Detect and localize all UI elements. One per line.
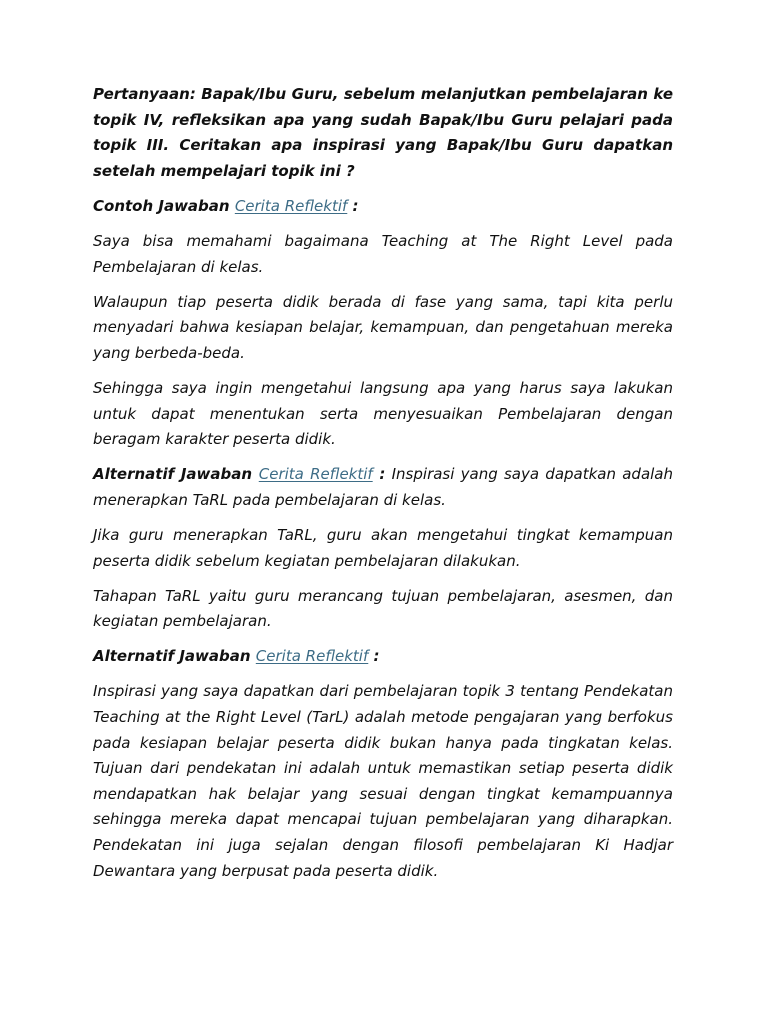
answer1-heading <box>93 194 673 220</box>
cerita-reflektif-link-3[interactable]: Cerita Reflektif <box>255 647 369 666</box>
answer2-heading <box>93 462 673 513</box>
answer3-heading <box>93 644 673 670</box>
answer2-heading-label: Alternatif Jawaban <box>93 465 259 484</box>
answer2-paragraph-2: Tahapan TaRL yaitu guru merancang tujuan pembelajaran, asesmen, dan kegiatan pembelajaran. <box>93 586 673 631</box>
answer1-heading-colon: : <box>347 196 359 215</box>
document-page <box>93 82 673 894</box>
answer2-inline-text: Inspirasi yang saya dapatkan adalah menerapkan TaRL pada pembelajaran di kelas. <box>93 465 673 509</box>
answer1-heading-label: Contoh Jawaban <box>93 196 235 215</box>
answer3-heading-colon: : <box>368 647 380 666</box>
cerita-reflektif-link-1[interactable]: Cerita Reflektif <box>234 196 348 215</box>
answer1-paragraph-1: Saya bisa memahami bagaimana Teaching at The Right Level pada Pembelajaran di kelas. <box>93 231 673 276</box>
answer1-paragraph-2: Walaupun tiap peserta didik berada di fase yang sama, tapi kita perlu menyadari bahwa kesiapan belajar, kemampuan, dan pengetahuan mereka yang berbeda-beda. <box>93 292 673 362</box>
question-paragraph: Pertanyaan: Bapak/Ibu Guru, sebelum melanjutkan pembelajaran ke topik IV, refleksikan apa yang sudah Bapak/Ibu Guru pelajari pada topik III. Ceritakan apa inspirasi yang Bapak/Ibu Guru dapatkan setelah mempelajari topik ini ? <box>93 85 673 180</box>
answer2-heading-colon: : <box>372 465 386 484</box>
answer2-paragraph-1: Jika guru menerapkan TaRL, guru akan mengetahui tingkat kemampuan peserta didik sebelum kegiatan pembelajaran dilakukan. <box>93 525 673 570</box>
answer3-paragraph-1: Inspirasi yang saya dapatkan dari pembelajaran topik 3 tentang Pendekatan Teaching at the Right Level (TarL) adalah metode pengajaran yang berfokus pada kesiapan belajar peserta didik bukan hanya pada tingkatan kelas. Tujuan dari pendekatan ini adalah untuk memastikan setiap peserta didik mendapatkan hak belajar yang sesuai dengan tingkat kemampuannya sehingga mereka dapat mencapai tujuan pembelajaran yang diharapkan. Pendekatan ini juga sejalan dengan filosofi pembelajaran Ki Hadjar Dewantara yang berpusat pada peserta didik. <box>93 682 673 880</box>
cerita-reflektif-link-2[interactable]: Cerita Reflektif <box>258 465 373 484</box>
answer1-paragraph-3: Sehingga saya ingin mengetahui langsung apa yang harus saya lakukan untuk dapat menentukan serta menyesuaikan Pembelajaran dengan beragam karakter peserta didik. <box>93 378 673 449</box>
answer3-heading-label: Alternatif Jawaban <box>93 647 256 666</box>
